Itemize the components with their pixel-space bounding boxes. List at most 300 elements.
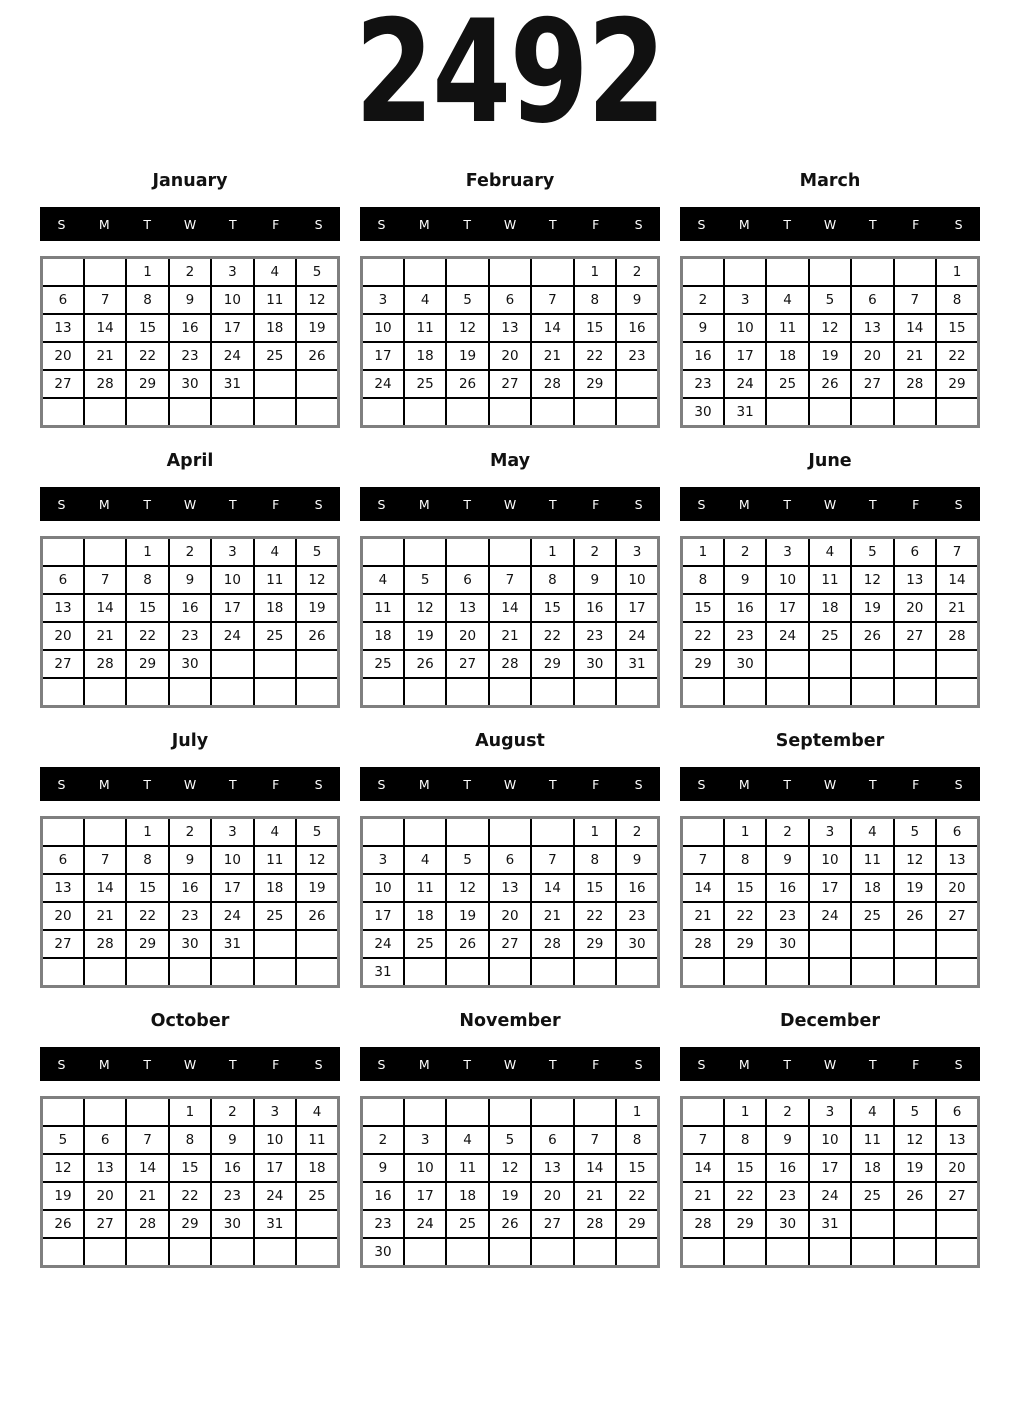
weekday-header <box>680 767 980 801</box>
date-cell: 15 <box>724 1154 766 1182</box>
empty-date-cell <box>724 258 766 287</box>
weekday-label: M <box>738 1056 750 1072</box>
date-cell: 17 <box>766 594 808 622</box>
empty-date-cell <box>446 1238 488 1267</box>
date-cell: 16 <box>766 874 808 902</box>
empty-date-cell <box>936 930 978 958</box>
date-cell: 13 <box>42 594 84 622</box>
weekday-label: T <box>869 496 877 512</box>
date-cell: 2 <box>169 258 211 287</box>
date-cell: 4 <box>404 286 446 314</box>
date-cell: 19 <box>446 902 488 930</box>
week-row <box>42 342 339 370</box>
date-cell: 8 <box>616 1126 658 1154</box>
date-cell: 27 <box>42 370 84 398</box>
date-cell: 12 <box>894 1126 936 1154</box>
date-cell: 5 <box>446 846 488 874</box>
empty-date-cell <box>404 958 446 987</box>
date-cell: 7 <box>894 286 936 314</box>
date-cell: 29 <box>169 1210 211 1238</box>
date-cell: 21 <box>84 342 126 370</box>
weekday-label: S <box>314 496 323 512</box>
empty-date-cell <box>84 1238 126 1267</box>
empty-date-cell <box>362 538 404 567</box>
week-row <box>42 314 339 342</box>
empty-date-cell <box>531 678 573 707</box>
date-cell: 22 <box>682 622 724 650</box>
date-cell: 27 <box>531 1210 573 1238</box>
empty-date-cell <box>851 650 893 678</box>
month-calendar <box>680 728 980 988</box>
date-cell: 3 <box>362 846 404 874</box>
date-cell: 20 <box>936 1154 978 1182</box>
date-cell: 12 <box>446 874 488 902</box>
weekday-label: M <box>98 1056 110 1072</box>
date-cell: 21 <box>531 342 573 370</box>
week-row <box>682 566 979 594</box>
date-cell: 5 <box>42 1126 84 1154</box>
month-calendar <box>360 728 660 988</box>
empty-date-cell <box>42 1238 84 1267</box>
weekday-label: T <box>229 776 237 792</box>
empty-date-cell <box>766 678 808 707</box>
month-title: April <box>166 451 214 471</box>
month-calendar <box>680 448 980 708</box>
date-cell: 15 <box>126 874 168 902</box>
weekday-label: F <box>272 216 280 232</box>
empty-date-cell <box>42 258 84 287</box>
date-cell: 13 <box>84 1154 126 1182</box>
weekday-label: W <box>823 496 837 512</box>
date-cell: 19 <box>446 342 488 370</box>
week-row <box>682 1098 979 1127</box>
date-cell: 1 <box>126 818 168 847</box>
date-cell: 9 <box>211 1126 253 1154</box>
week-row <box>682 1126 979 1154</box>
date-cell: 30 <box>766 930 808 958</box>
date-cell: 10 <box>724 314 766 342</box>
date-cell: 6 <box>42 286 84 314</box>
week-row <box>362 1154 659 1182</box>
date-cell: 23 <box>362 1210 404 1238</box>
date-cell: 17 <box>254 1154 296 1182</box>
date-cell: 15 <box>616 1154 658 1182</box>
date-cell: 1 <box>126 538 168 567</box>
date-cell: 23 <box>169 622 211 650</box>
date-cell: 19 <box>296 594 338 622</box>
date-cell: 9 <box>169 566 211 594</box>
date-cell: 25 <box>404 370 446 398</box>
date-cell: 10 <box>809 846 851 874</box>
date-cell: 8 <box>724 1126 766 1154</box>
date-cell: 4 <box>809 538 851 567</box>
date-cell: 20 <box>446 622 488 650</box>
date-cell: 4 <box>296 1098 338 1127</box>
date-cell: 8 <box>682 566 724 594</box>
empty-date-cell <box>531 958 573 987</box>
date-cell: 31 <box>362 958 404 987</box>
date-cell: 12 <box>489 1154 531 1182</box>
weekday-label: W <box>823 776 837 792</box>
date-cell: 12 <box>404 594 446 622</box>
empty-date-cell <box>84 678 126 707</box>
date-cell: 27 <box>894 622 936 650</box>
weekday-label: F <box>912 1056 920 1072</box>
date-cell: 18 <box>404 342 446 370</box>
week-row <box>682 1154 979 1182</box>
date-cell: 30 <box>766 1210 808 1238</box>
weekday-label: W <box>823 1056 837 1072</box>
weekday-label: M <box>98 496 110 512</box>
date-cell: 15 <box>531 594 573 622</box>
date-cell: 21 <box>84 622 126 650</box>
date-cell: 30 <box>682 398 724 427</box>
date-cell: 7 <box>682 1126 724 1154</box>
date-grid <box>40 816 340 988</box>
date-cell: 2 <box>616 258 658 287</box>
date-cell: 2 <box>766 1098 808 1127</box>
week-row <box>682 342 979 370</box>
date-cell: 17 <box>616 594 658 622</box>
date-cell: 13 <box>851 314 893 342</box>
week-row <box>682 258 979 287</box>
date-cell: 1 <box>616 1098 658 1127</box>
date-cell: 12 <box>42 1154 84 1182</box>
weekday-label: S <box>954 1056 963 1072</box>
date-cell: 9 <box>724 566 766 594</box>
empty-date-cell <box>254 370 296 398</box>
date-cell: 8 <box>724 846 766 874</box>
date-cell: 21 <box>574 1182 616 1210</box>
date-grid <box>40 536 340 708</box>
empty-date-cell <box>211 958 253 987</box>
date-cell: 27 <box>936 902 978 930</box>
week-row <box>362 1098 659 1127</box>
date-cell: 14 <box>682 874 724 902</box>
empty-date-cell <box>84 1098 126 1127</box>
empty-date-cell <box>404 258 446 287</box>
week-row <box>42 538 339 567</box>
date-cell: 31 <box>211 370 253 398</box>
date-cell: 11 <box>296 1126 338 1154</box>
date-cell: 6 <box>42 846 84 874</box>
date-cell: 27 <box>42 650 84 678</box>
date-cell: 21 <box>531 902 573 930</box>
weekday-label: F <box>592 216 600 232</box>
empty-date-cell <box>296 678 338 707</box>
date-cell: 13 <box>42 314 84 342</box>
date-cell: 5 <box>296 538 338 567</box>
weekday-header <box>680 207 980 241</box>
date-cell: 16 <box>211 1154 253 1182</box>
month-calendar <box>680 1008 980 1268</box>
empty-date-cell <box>84 258 126 287</box>
date-cell: 20 <box>489 342 531 370</box>
date-cell: 23 <box>616 342 658 370</box>
weekday-label: S <box>314 216 323 232</box>
date-cell: 3 <box>211 538 253 567</box>
empty-date-cell <box>42 958 84 987</box>
date-cell: 22 <box>936 342 978 370</box>
week-row <box>362 566 659 594</box>
date-cell: 1 <box>574 818 616 847</box>
date-cell: 4 <box>254 818 296 847</box>
date-cell: 11 <box>851 846 893 874</box>
date-cell: 31 <box>809 1210 851 1238</box>
weekday-label: W <box>503 1056 517 1072</box>
empty-date-cell <box>84 818 126 847</box>
empty-date-cell <box>809 650 851 678</box>
weekday-label: S <box>954 776 963 792</box>
weekday-label: S <box>377 776 386 792</box>
empty-date-cell <box>894 678 936 707</box>
weekday-label: F <box>592 776 600 792</box>
week-row <box>42 1126 339 1154</box>
date-cell: 15 <box>126 314 168 342</box>
empty-date-cell <box>724 678 766 707</box>
date-cell: 28 <box>84 650 126 678</box>
weekday-header <box>40 207 340 241</box>
week-row <box>42 874 339 902</box>
weekday-label: T <box>783 1056 791 1072</box>
date-cell: 22 <box>531 622 573 650</box>
date-cell: 27 <box>84 1210 126 1238</box>
date-cell: 5 <box>809 286 851 314</box>
date-cell: 2 <box>169 818 211 847</box>
empty-date-cell <box>894 1210 936 1238</box>
date-cell: 19 <box>296 314 338 342</box>
date-cell: 31 <box>254 1210 296 1238</box>
week-row <box>682 678 979 707</box>
date-cell: 9 <box>169 846 211 874</box>
date-cell: 28 <box>682 1210 724 1238</box>
week-row <box>682 846 979 874</box>
date-cell: 25 <box>766 370 808 398</box>
empty-date-cell <box>616 398 658 427</box>
empty-date-cell <box>616 678 658 707</box>
date-cell: 9 <box>169 286 211 314</box>
week-row <box>682 958 979 987</box>
date-cell: 16 <box>682 342 724 370</box>
date-cell: 18 <box>296 1154 338 1182</box>
date-cell: 8 <box>936 286 978 314</box>
date-cell: 1 <box>531 538 573 567</box>
date-cell: 6 <box>84 1126 126 1154</box>
weekday-label: W <box>503 216 517 232</box>
weekday-label: M <box>418 496 430 512</box>
empty-date-cell <box>126 958 168 987</box>
month-calendar <box>40 168 340 428</box>
date-cell: 8 <box>531 566 573 594</box>
date-cell: 12 <box>894 846 936 874</box>
date-cell: 28 <box>682 930 724 958</box>
empty-date-cell <box>682 678 724 707</box>
date-cell: 3 <box>724 286 766 314</box>
date-cell: 14 <box>894 314 936 342</box>
week-row <box>362 1182 659 1210</box>
date-cell: 31 <box>211 930 253 958</box>
date-cell: 27 <box>851 370 893 398</box>
weekday-label: W <box>823 216 837 232</box>
date-cell: 14 <box>574 1154 616 1182</box>
empty-date-cell <box>446 818 488 847</box>
week-row <box>362 258 659 287</box>
date-cell: 30 <box>574 650 616 678</box>
weekday-label: T <box>143 1056 151 1072</box>
empty-date-cell <box>894 1238 936 1267</box>
date-cell: 26 <box>809 370 851 398</box>
months-grid <box>0 168 1020 1268</box>
date-cell: 19 <box>42 1182 84 1210</box>
weekday-label: S <box>697 216 706 232</box>
empty-date-cell <box>254 650 296 678</box>
weekday-label: F <box>912 776 920 792</box>
weekday-label: T <box>549 496 557 512</box>
week-row <box>682 1238 979 1267</box>
weekday-label: M <box>98 776 110 792</box>
week-row <box>42 1098 339 1127</box>
week-row <box>362 594 659 622</box>
empty-date-cell <box>682 958 724 987</box>
date-grid <box>360 256 660 428</box>
date-cell: 31 <box>724 398 766 427</box>
date-cell: 24 <box>724 370 766 398</box>
date-cell: 27 <box>446 650 488 678</box>
weekday-label: F <box>272 496 280 512</box>
date-cell: 3 <box>362 286 404 314</box>
empty-date-cell <box>766 650 808 678</box>
empty-date-cell <box>936 678 978 707</box>
date-cell: 2 <box>724 538 766 567</box>
week-row <box>362 678 659 707</box>
date-cell: 20 <box>489 902 531 930</box>
date-cell: 25 <box>362 650 404 678</box>
weekday-label: T <box>229 1056 237 1072</box>
empty-date-cell <box>362 818 404 847</box>
empty-date-cell <box>489 818 531 847</box>
date-cell: 24 <box>809 1182 851 1210</box>
weekday-label: S <box>377 1056 386 1072</box>
date-cell: 13 <box>446 594 488 622</box>
week-row <box>682 538 979 567</box>
date-cell: 11 <box>809 566 851 594</box>
date-cell: 26 <box>446 930 488 958</box>
date-cell: 18 <box>809 594 851 622</box>
weekday-label: M <box>418 216 430 232</box>
date-cell: 29 <box>724 1210 766 1238</box>
date-cell: 12 <box>851 566 893 594</box>
week-row <box>682 594 979 622</box>
empty-date-cell <box>126 1098 168 1127</box>
weekday-label: S <box>634 776 643 792</box>
weekday-label: S <box>634 216 643 232</box>
week-row <box>362 902 659 930</box>
date-cell: 3 <box>254 1098 296 1127</box>
date-cell: 1 <box>936 258 978 287</box>
date-cell: 10 <box>766 566 808 594</box>
empty-date-cell <box>489 258 531 287</box>
date-cell: 19 <box>489 1182 531 1210</box>
date-cell: 3 <box>211 258 253 287</box>
date-cell: 5 <box>851 538 893 567</box>
weekday-label: S <box>377 496 386 512</box>
date-cell: 16 <box>724 594 766 622</box>
date-cell: 24 <box>362 930 404 958</box>
date-cell: 12 <box>296 286 338 314</box>
date-cell: 29 <box>531 650 573 678</box>
weekday-label: S <box>634 1056 643 1072</box>
date-cell: 18 <box>851 1154 893 1182</box>
weekday-label: F <box>592 1056 600 1072</box>
date-cell: 23 <box>616 902 658 930</box>
date-cell: 30 <box>169 650 211 678</box>
week-row <box>362 622 659 650</box>
weekday-label: M <box>738 496 750 512</box>
empty-date-cell <box>766 958 808 987</box>
date-cell: 11 <box>851 1126 893 1154</box>
empty-date-cell <box>296 650 338 678</box>
weekday-label: S <box>634 496 643 512</box>
week-row <box>42 650 339 678</box>
empty-date-cell <box>766 1238 808 1267</box>
date-cell: 26 <box>404 650 446 678</box>
date-cell: 3 <box>766 538 808 567</box>
date-cell: 25 <box>851 1182 893 1210</box>
date-cell: 8 <box>574 286 616 314</box>
empty-date-cell <box>531 818 573 847</box>
weekday-header <box>360 1047 660 1081</box>
date-cell: 30 <box>724 650 766 678</box>
date-cell: 21 <box>682 1182 724 1210</box>
empty-date-cell <box>169 678 211 707</box>
date-cell: 29 <box>616 1210 658 1238</box>
week-row <box>362 930 659 958</box>
empty-date-cell <box>404 678 446 707</box>
date-cell: 5 <box>296 258 338 287</box>
date-cell: 27 <box>936 1182 978 1210</box>
date-cell: 24 <box>766 622 808 650</box>
empty-date-cell <box>254 1238 296 1267</box>
date-cell: 17 <box>211 314 253 342</box>
date-cell: 18 <box>254 314 296 342</box>
month-title: November <box>459 1011 561 1031</box>
date-cell: 26 <box>296 342 338 370</box>
date-cell: 4 <box>851 1098 893 1127</box>
week-row <box>362 314 659 342</box>
empty-date-cell <box>362 258 404 287</box>
date-cell: 16 <box>574 594 616 622</box>
empty-date-cell <box>531 258 573 287</box>
week-row <box>42 818 339 847</box>
date-cell: 6 <box>446 566 488 594</box>
date-cell: 29 <box>682 650 724 678</box>
date-cell: 4 <box>362 566 404 594</box>
empty-date-cell <box>84 538 126 567</box>
weekday-label: T <box>783 776 791 792</box>
week-row <box>362 370 659 398</box>
week-row <box>682 902 979 930</box>
date-cell: 4 <box>446 1126 488 1154</box>
empty-date-cell <box>724 1238 766 1267</box>
date-cell: 17 <box>211 874 253 902</box>
empty-date-cell <box>126 398 168 427</box>
weekday-header <box>40 487 340 521</box>
date-cell: 1 <box>724 1098 766 1127</box>
date-cell: 13 <box>489 314 531 342</box>
date-cell: 22 <box>616 1182 658 1210</box>
date-cell: 8 <box>126 286 168 314</box>
empty-date-cell <box>446 258 488 287</box>
